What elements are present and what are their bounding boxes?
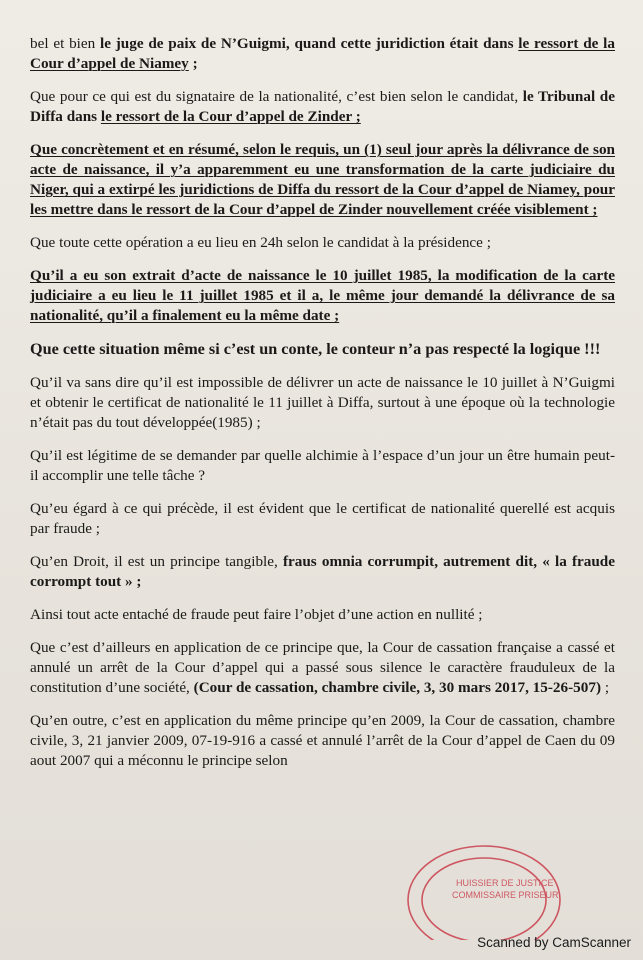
text-run: Que pour ce qui est du signataire de la nationalité, c’est bien selon le candidat,: [30, 88, 523, 105]
paragraph-2: [30, 87, 615, 127]
paragraph-7: [30, 373, 615, 433]
text-run: Qu’en outre, c’est en application du même principe qu’en 2009, la Cour de cassation, chambre civile, 3, 21 janvier 2009, 07-19-916 a cassé et annulé l’arrêt de la Cour d’appel de Caen du 09 aout 2007 qui a méconnu le principe selon: [30, 712, 615, 769]
stamp-line2: COMMISSAIRE PRISEUR: [452, 890, 559, 900]
text-run: (Cour de cassation, chambre civile, 3, 30 mars 2017, 15-26-507): [193, 679, 602, 696]
text-run: Qu’il a eu son extrait d’acte de naissance le 10 juillet 1985, la modification de la carte judiciaire a eu lieu le 11 juillet 1985 et il a, le même jour demandé la délivrance de sa nationalité, qu’il a finalement eu la même date ;: [30, 267, 615, 324]
text-run: le ressort de la Cour d’appel de Zinder ;: [100, 108, 361, 125]
text-run: Qu’eu égard à ce qui précède, il est évident que le certificat de nationalité querellé est acquis par fraude ;: [30, 500, 615, 537]
text-run: bel et bien: [30, 35, 100, 52]
text-run: Qu’il est légitime de se demander par quelle alchimie à l’espace d’un jour un être humain peut-il accomplir une telle tâche ?: [30, 447, 615, 484]
document-body: [30, 34, 615, 784]
paragraph-12: [30, 638, 615, 698]
text-run: fraus omnia corrumpit, autrement dit, « la fraude corrompt tout » ;: [30, 553, 615, 590]
paragraph-11: [30, 605, 615, 625]
stamp-inner-ring: [422, 858, 546, 940]
text-run: ;: [188, 55, 198, 72]
text-run: Ainsi tout acte entaché de fraude peut faire l’objet d’une action en nullité ;: [30, 606, 483, 623]
stamp-outer-ring: [408, 846, 560, 940]
bailiff-stamp: [404, 840, 574, 940]
text-run: Qu’il va sans dire qu’il est impossible de délivrer un acte de naissance le 10 juillet à N’Guigmi et obtenir le certificat de nationalité le 11 juillet à Diffa, surtout à une époque où la technologie n’était pas du tout développée(1985) ;: [30, 374, 615, 431]
paragraph-8: [30, 446, 615, 486]
text-run: Que toute cette opération a eu lieu en 24h selon le candidat à la présidence ;: [30, 234, 491, 251]
paragraph-1: [30, 34, 615, 74]
stamp-line1: HUISSIER DE JUSTICE: [456, 878, 554, 888]
paragraph-9: [30, 499, 615, 539]
scanner-watermark: Scanned by CamScanner: [477, 935, 631, 950]
paragraph-5: [30, 266, 615, 326]
text-run: le Tribunal de Diffa dans: [30, 88, 615, 125]
text-run: le juge de paix de N’Guigmi, quand cette juridiction était dans: [100, 35, 519, 52]
text-run: Que cette situation même si c’est un conte, le conteur n’a pas respecté la logique !!!: [30, 340, 601, 358]
text-run: Que c’est d’ailleurs en application de ce principe que, la Cour de cassation française a cassé et annulé un arrêt de la Cour d’appel qui a passé sous silence le caractère frauduleux de la constitution d’une société,: [30, 639, 615, 696]
text-run: Que concrètement et en résumé, selon le requis, un (1) seul jour après la délivrance de son acte de naissance, il y’a apparemment eu une transformation de la carte judiciaire du Niger, qui a extirpé les juridictions de Diffa du ressort de la Cour d’appel de Niamey, pour les mettre dans le ressort de la Cour d’appel de Zinder nouvellement créée visiblement ;: [30, 141, 615, 218]
paragraph-4: [30, 233, 615, 253]
paragraph-3: [30, 140, 615, 220]
text-run: ;: [601, 679, 610, 696]
paragraph-6: [30, 339, 615, 360]
text-run: le ressort de la Cour d’appel de Niamey: [30, 35, 615, 72]
paragraph-10: [30, 552, 615, 592]
text-run: Qu’en Droit, il est un principe tangible,: [30, 553, 283, 570]
paragraph-13: [30, 711, 615, 771]
